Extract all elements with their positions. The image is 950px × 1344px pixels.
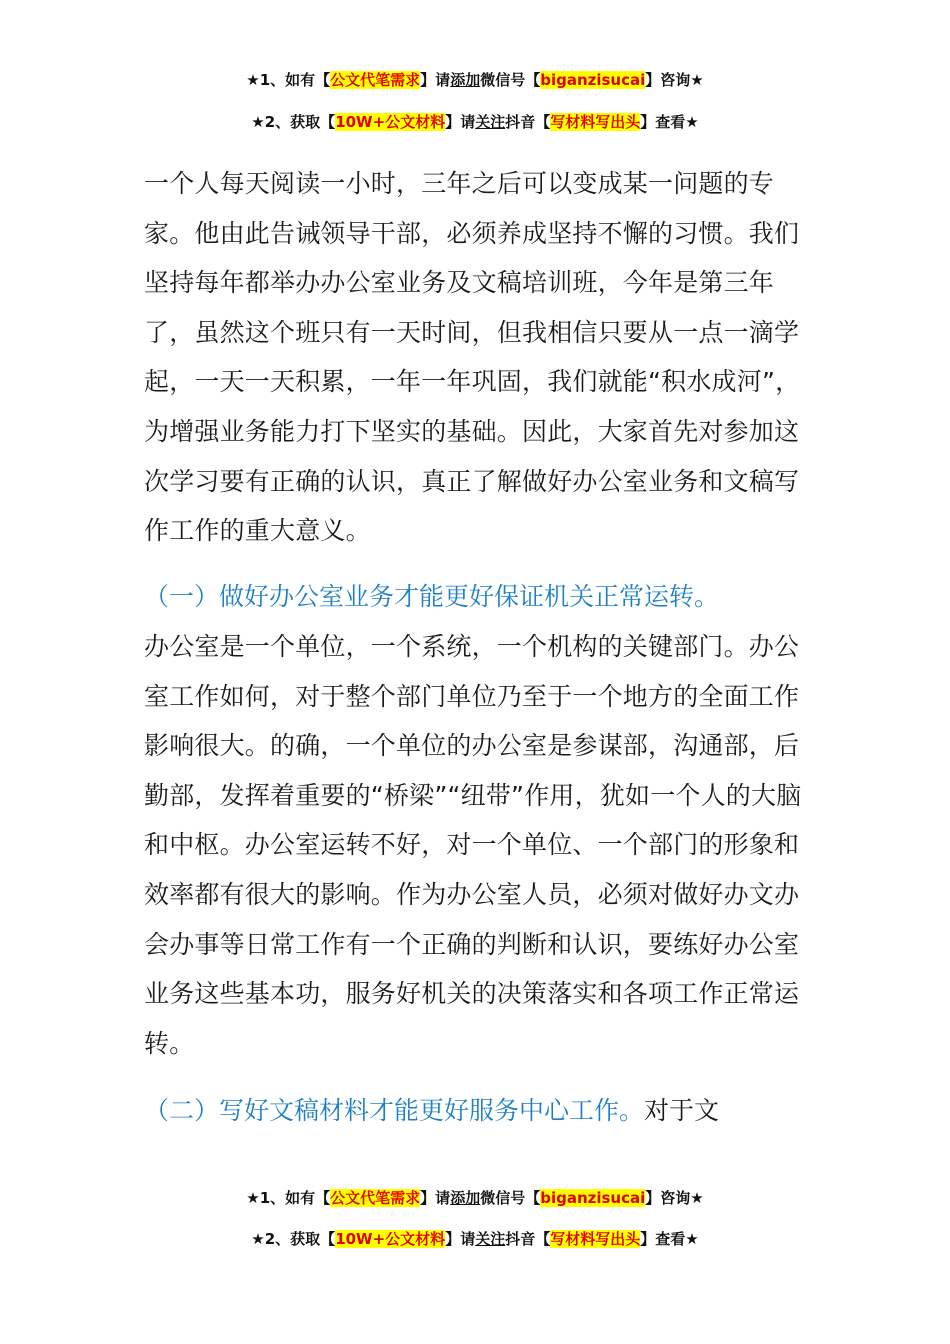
banner-highlight-service: 公文代笔需求 bbox=[330, 1189, 421, 1207]
body-paragraph-1: 一个人每天阅读一小时，三年之后可以变成某一问题的专家。他由此告诫领导干部，必须养成坚持不懈的习惯。我们坚持每年都举办办公室业务及文稿培训班，今年是第三年了，虽然这个班只有一天时间，但我相信只要从一点一滴学起，一天一天积累，一年一年巩固，我们就能“积水成河”，为增强业务能力打下坚实的基础。因此，大家首先对参加这次学习要有正确的认识，真正了解做好办公室业务和文稿写作工作的重大意义。 bbox=[144, 169, 801, 546]
banner-underlined-action: 关注 bbox=[475, 113, 506, 131]
banner-text: 】请 bbox=[420, 1189, 451, 1207]
banner-text: 抖音【 bbox=[505, 113, 551, 131]
section-heading-1: （一）做好办公室业务才能更好保证机关正常运转。 bbox=[144, 582, 720, 611]
banner-text: 】请 bbox=[445, 113, 476, 131]
banner-text: 微信号【 bbox=[480, 1189, 541, 1207]
banner-underlined-action: 关注 bbox=[475, 1230, 506, 1248]
banner-text: 】请 bbox=[420, 71, 451, 89]
banner-suffix: 】查看★ bbox=[640, 1230, 699, 1248]
banner-highlight-wechat-id: biganzisucai bbox=[540, 71, 646, 89]
banner-suffix: 】咨询★ bbox=[645, 71, 704, 89]
banner-suffix: 】咨询★ bbox=[645, 1189, 704, 1207]
footer-banner-line-1 bbox=[0, 1188, 950, 1208]
banner-prefix: ★1、如有【 bbox=[246, 1189, 331, 1207]
banner-suffix: 】查看★ bbox=[640, 113, 699, 131]
banner-underlined-action: 添加 bbox=[450, 1189, 481, 1207]
banner-highlight-materials: 10W+公文材料 bbox=[335, 1230, 446, 1248]
banner-highlight-wechat-id: biganzisucai bbox=[540, 1189, 646, 1207]
body-paragraph-3-start: 对于文 bbox=[644, 1096, 720, 1125]
banner-underlined-action: 添加 bbox=[450, 71, 481, 89]
banner-text: 微信号【 bbox=[480, 71, 541, 89]
banner-highlight-douyin-id: 写材料写出头 bbox=[550, 113, 641, 131]
banner-prefix: ★2、获取【 bbox=[251, 1230, 336, 1248]
banner-highlight-service: 公文代笔需求 bbox=[330, 71, 421, 89]
banner-highlight-douyin-id: 写材料写出头 bbox=[550, 1230, 641, 1248]
body-paragraph-2: 办公室是一个单位，一个系统，一个机构的关键部门。办公室工作如何，对于整个部门单位乃至于一个地方的全面工作影响很大。的确，一个单位的办公室是参谋部，沟通部，后勤部，发挥着重要的“桥梁”“纽带”作用，犹如一个人的大脑和中枢。办公室运转不好，对一个单位、一个部门的形象和效率都有很大的影响。作为办公室人员，必须对做好办文办会办事等日常工作有一个正确的判断和认识，要练好办公室业务这些基本功，服务好机关的决策落实和各项工作正常运转。 bbox=[144, 632, 802, 1058]
banner-highlight-materials: 10W+公文材料 bbox=[335, 113, 446, 131]
banner-text: 】请 bbox=[445, 1230, 476, 1248]
header-banner-line-2 bbox=[0, 112, 950, 132]
section-heading-2: （二）写好文稿材料才能更好服务中心工作。 bbox=[144, 1096, 645, 1125]
banner-prefix: ★2、获取【 bbox=[251, 113, 336, 131]
footer-banner-line-2 bbox=[0, 1229, 950, 1249]
section-heading-2-line bbox=[144, 1086, 808, 1136]
header-banner-line-1 bbox=[0, 70, 950, 90]
banner-prefix: ★1、如有【 bbox=[246, 71, 331, 89]
banner-text: 抖音【 bbox=[505, 1230, 551, 1248]
